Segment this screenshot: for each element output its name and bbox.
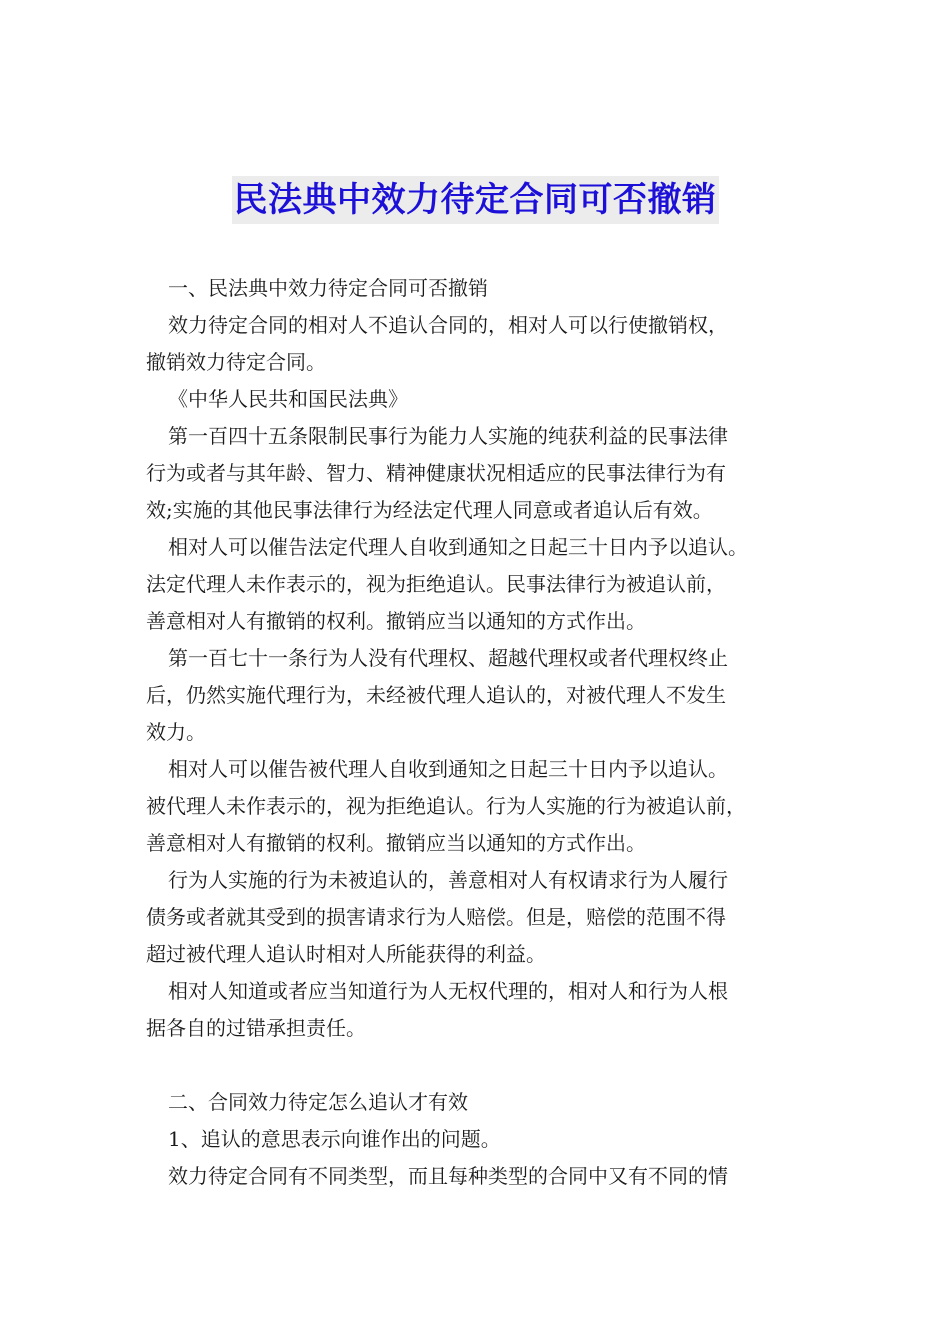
text-line: 1、追认的意思表示向谁作出的问题。 xyxy=(168,1127,501,1151)
document-body xyxy=(146,270,806,1195)
title-container xyxy=(0,176,950,224)
text-line: 后，仍然实施代理行为，未经被代理人追认的，对被代理人不发生 xyxy=(146,683,726,707)
text-line: 效;实施的其他民事法律行为经法定代理人同意或者追认后有效。 xyxy=(146,498,713,522)
text-line: 债务或者就其受到的损害请求行为人赔偿。但是，赔偿的范围不得 xyxy=(146,905,726,929)
text-line: 善意相对人有撤销的权利。撤销应当以通知的方式作出。 xyxy=(146,609,646,633)
text-line: 法定代理人未作表示的，视为拒绝追认。民事法律行为被追认前， xyxy=(146,572,726,596)
text-line: 第一百七十一条行为人没有代理权、超越代理权或者代理权终止 xyxy=(168,646,728,670)
text-line: 第一百四十五条限制民事行为能力人实施的纯获利益的民事法律 xyxy=(168,424,728,448)
text-line: 相对人可以催告被代理人自收到通知之日起三十日内予以追认。 xyxy=(168,757,728,781)
text-line: 被代理人未作表示的，视为拒绝追认。行为人实施的行为被追认前， xyxy=(146,794,746,818)
blank-line xyxy=(146,1047,806,1084)
text-line: 二、合同效力待定怎么追认才有效 xyxy=(168,1090,468,1114)
text-line: 效力待定合同的相对人不追认合同的，相对人可以行使撤销权， xyxy=(168,313,728,337)
text-line: 据各自的过错承担责任。 xyxy=(146,1016,366,1040)
text-line: 相对人知道或者应当知道行为人无权代理的，相对人和行为人根 xyxy=(168,979,728,1003)
document-title: 民法典中效力待定合同可否撤销 xyxy=(232,176,719,224)
text-line: 《中华人民共和国民法典》 xyxy=(168,387,408,411)
text-line: 行为或者与其年龄、智力、精神健康状况相适应的民事法律行为有 xyxy=(146,461,726,485)
text-line: 善意相对人有撤销的权利。撤销应当以通知的方式作出。 xyxy=(146,831,646,855)
text-line: 一、民法典中效力待定合同可否撤销 xyxy=(168,276,488,300)
text-line: 撤销效力待定合同。 xyxy=(146,350,326,374)
text-line: 行为人实施的行为未被追认的，善意相对人有权请求行为人履行 xyxy=(168,868,728,892)
text-line: 超过被代理人追认时相对人所能获得的利益。 xyxy=(146,942,546,966)
text-line: 效力待定合同有不同类型，而且每种类型的合同中又有不同的情 xyxy=(168,1164,728,1188)
text-line: 相对人可以催告法定代理人自收到通知之日起三十日内予以追认。 xyxy=(168,535,748,559)
text-line: 效力。 xyxy=(146,720,206,744)
